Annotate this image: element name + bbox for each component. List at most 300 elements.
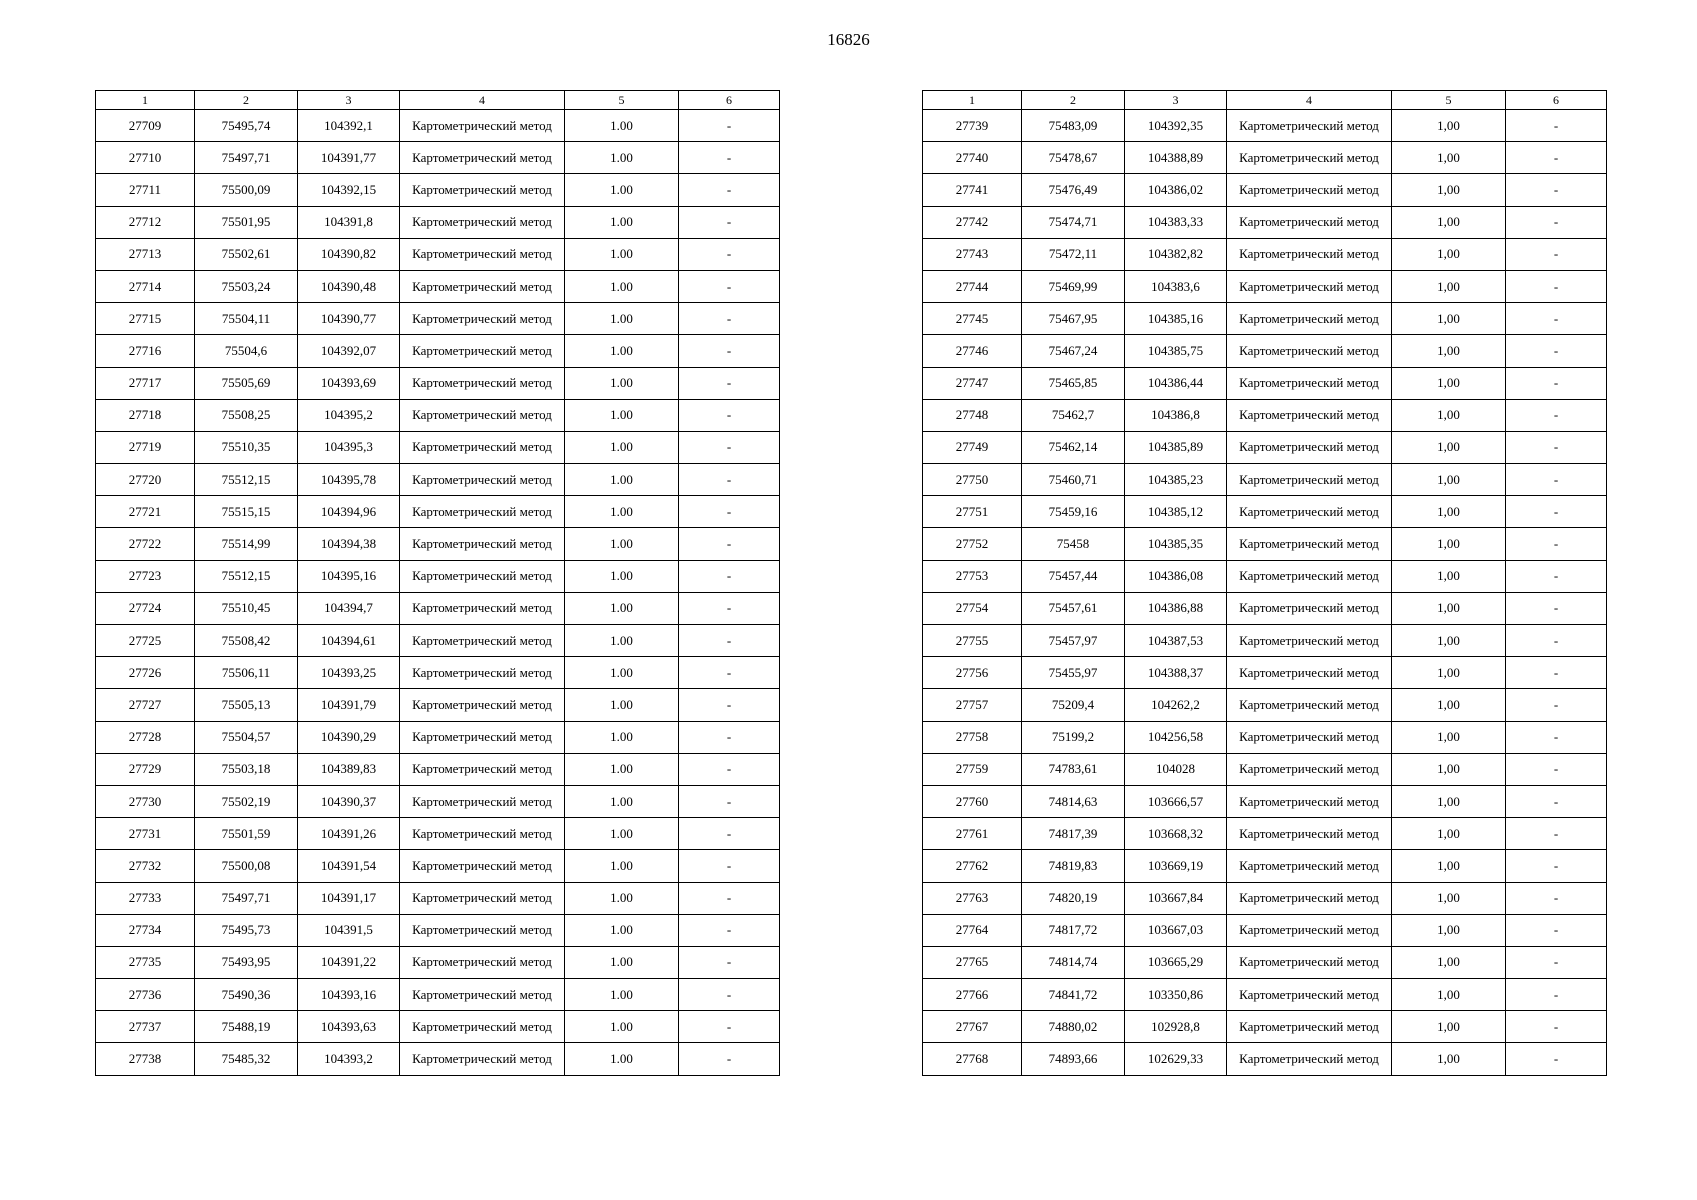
description-cell: - <box>1506 335 1607 367</box>
y-coordinate-cell: 104393,16 <box>298 979 400 1011</box>
description-cell: - <box>1506 110 1607 142</box>
method-cell: Картометрический метод <box>400 625 565 657</box>
point-number-cell: 27746 <box>923 335 1022 367</box>
accuracy-cell: 1.00 <box>565 399 679 431</box>
x-coordinate-cell: 75457,97 <box>1022 625 1125 657</box>
table-row <box>96 979 780 1011</box>
point-number-cell: 27750 <box>923 464 1022 496</box>
x-coordinate-cell: 75465,85 <box>1022 367 1125 399</box>
method-cell: Картометрический метод <box>1227 399 1392 431</box>
column-header: 2 <box>195 91 298 110</box>
column-header: 3 <box>298 91 400 110</box>
x-coordinate-cell: 75478,67 <box>1022 142 1125 174</box>
accuracy-cell: 1.00 <box>565 560 679 592</box>
x-coordinate-cell: 75504,6 <box>195 335 298 367</box>
accuracy-cell: 1.00 <box>565 464 679 496</box>
x-coordinate-cell: 75512,15 <box>195 560 298 592</box>
y-coordinate-cell: 104395,16 <box>298 560 400 592</box>
y-coordinate-cell: 104390,77 <box>298 303 400 335</box>
table-row <box>923 979 1607 1011</box>
method-cell: Картометрический метод <box>400 142 565 174</box>
method-cell: Картометрический метод <box>400 464 565 496</box>
y-coordinate-cell: 104391,22 <box>298 946 400 978</box>
accuracy-cell: 1,00 <box>1392 206 1506 238</box>
method-cell: Картометрический метод <box>1227 818 1392 850</box>
point-number-cell: 27721 <box>96 496 195 528</box>
accuracy-cell: 1.00 <box>565 657 679 689</box>
method-cell: Картометрический метод <box>1227 335 1392 367</box>
accuracy-cell: 1,00 <box>1392 431 1506 463</box>
method-cell: Картометрический метод <box>1227 431 1392 463</box>
y-coordinate-cell: 104392,07 <box>298 335 400 367</box>
table-row <box>96 914 780 946</box>
accuracy-cell: 1,00 <box>1392 1011 1506 1043</box>
point-number-cell: 27736 <box>96 979 195 1011</box>
accuracy-cell: 1.00 <box>565 979 679 1011</box>
method-cell: Картометрический метод <box>1227 496 1392 528</box>
x-coordinate-cell: 75514,99 <box>195 528 298 560</box>
y-coordinate-cell: 103668,32 <box>1125 818 1227 850</box>
point-number-cell: 27709 <box>96 110 195 142</box>
description-cell: - <box>679 1043 780 1075</box>
x-coordinate-cell: 74841,72 <box>1022 979 1125 1011</box>
point-number-cell: 27759 <box>923 753 1022 785</box>
method-cell: Картометрический метод <box>1227 689 1392 721</box>
method-cell: Картометрический метод <box>400 335 565 367</box>
description-cell: - <box>679 431 780 463</box>
x-coordinate-cell: 75459,16 <box>1022 496 1125 528</box>
description-cell: - <box>1506 689 1607 721</box>
y-coordinate-cell: 104383,33 <box>1125 206 1227 238</box>
method-cell: Картометрический метод <box>1227 206 1392 238</box>
description-cell: - <box>1506 785 1607 817</box>
x-coordinate-cell: 75502,61 <box>195 238 298 270</box>
table-row <box>923 592 1607 624</box>
column-header: 1 <box>96 91 195 110</box>
method-cell: Картометрический метод <box>400 238 565 270</box>
x-coordinate-cell: 75502,19 <box>195 785 298 817</box>
y-coordinate-cell: 104393,25 <box>298 657 400 689</box>
description-cell: - <box>679 625 780 657</box>
point-number-cell: 27752 <box>923 528 1022 560</box>
table-row <box>923 625 1607 657</box>
description-cell: - <box>679 979 780 1011</box>
x-coordinate-cell: 75508,25 <box>195 399 298 431</box>
accuracy-cell: 1.00 <box>565 238 679 270</box>
table-row <box>923 496 1607 528</box>
accuracy-cell: 1,00 <box>1392 560 1506 592</box>
method-cell: Картометрический метод <box>400 818 565 850</box>
description-cell: - <box>679 528 780 560</box>
y-coordinate-cell: 104391,8 <box>298 206 400 238</box>
method-cell: Картометрический метод <box>400 850 565 882</box>
y-coordinate-cell: 104391,54 <box>298 850 400 882</box>
method-cell: Картометрический метод <box>1227 592 1392 624</box>
description-cell: - <box>679 721 780 753</box>
point-number-cell: 27735 <box>96 946 195 978</box>
point-number-cell: 27738 <box>96 1043 195 1075</box>
description-cell: - <box>1506 142 1607 174</box>
point-number-cell: 27737 <box>96 1011 195 1043</box>
table-row <box>96 1043 780 1075</box>
y-coordinate-cell: 104386,44 <box>1125 367 1227 399</box>
point-number-cell: 27718 <box>96 399 195 431</box>
accuracy-cell: 1.00 <box>565 270 679 302</box>
x-coordinate-cell: 74893,66 <box>1022 1043 1125 1075</box>
table-row <box>96 464 780 496</box>
accuracy-cell: 1.00 <box>565 496 679 528</box>
x-coordinate-cell: 75457,61 <box>1022 592 1125 624</box>
x-coordinate-cell: 75455,97 <box>1022 657 1125 689</box>
description-cell: - <box>679 238 780 270</box>
point-number-cell: 27760 <box>923 785 1022 817</box>
point-number-cell: 27756 <box>923 657 1022 689</box>
table-row <box>96 238 780 270</box>
point-number-cell: 27723 <box>96 560 195 592</box>
table-row <box>96 625 780 657</box>
accuracy-cell: 1,00 <box>1392 367 1506 399</box>
point-number-cell: 27732 <box>96 850 195 882</box>
column-header: 4 <box>1227 91 1392 110</box>
x-coordinate-cell: 75497,71 <box>195 882 298 914</box>
table-row <box>923 431 1607 463</box>
accuracy-cell: 1,00 <box>1392 753 1506 785</box>
y-coordinate-cell: 104391,17 <box>298 882 400 914</box>
accuracy-cell: 1.00 <box>565 110 679 142</box>
accuracy-cell: 1.00 <box>565 946 679 978</box>
accuracy-cell: 1,00 <box>1392 142 1506 174</box>
method-cell: Картометрический метод <box>400 753 565 785</box>
method-cell: Картометрический метод <box>400 206 565 238</box>
description-cell: - <box>679 914 780 946</box>
x-coordinate-cell: 75500,09 <box>195 174 298 206</box>
table-row <box>923 689 1607 721</box>
y-coordinate-cell: 104394,96 <box>298 496 400 528</box>
accuracy-cell: 1,00 <box>1392 303 1506 335</box>
accuracy-cell: 1,00 <box>1392 174 1506 206</box>
table-row <box>923 367 1607 399</box>
point-number-cell: 27763 <box>923 882 1022 914</box>
x-coordinate-cell: 75515,15 <box>195 496 298 528</box>
x-coordinate-cell: 75503,18 <box>195 753 298 785</box>
accuracy-cell: 1.00 <box>565 1043 679 1075</box>
method-cell: Картометрический метод <box>1227 367 1392 399</box>
accuracy-cell: 1,00 <box>1392 496 1506 528</box>
x-coordinate-cell: 75504,11 <box>195 303 298 335</box>
point-number-cell: 27744 <box>923 270 1022 302</box>
x-coordinate-cell: 75457,44 <box>1022 560 1125 592</box>
y-coordinate-cell: 104256,58 <box>1125 721 1227 753</box>
method-cell: Картометрический метод <box>400 657 565 689</box>
description-cell: - <box>679 496 780 528</box>
description-cell: - <box>679 142 780 174</box>
point-number-cell: 27712 <box>96 206 195 238</box>
description-cell: - <box>679 270 780 302</box>
point-number-cell: 27748 <box>923 399 1022 431</box>
column-header: 1 <box>923 91 1022 110</box>
x-coordinate-cell: 75508,42 <box>195 625 298 657</box>
table-row <box>923 657 1607 689</box>
accuracy-cell: 1.00 <box>565 818 679 850</box>
point-number-cell: 27741 <box>923 174 1022 206</box>
x-coordinate-cell: 75490,36 <box>195 979 298 1011</box>
point-number-cell: 27745 <box>923 303 1022 335</box>
table-row <box>96 753 780 785</box>
method-cell: Картометрический метод <box>1227 979 1392 1011</box>
point-number-cell: 27733 <box>96 882 195 914</box>
description-cell: - <box>1506 753 1607 785</box>
column-header: 3 <box>1125 91 1227 110</box>
description-cell: - <box>679 110 780 142</box>
y-coordinate-cell: 104391,79 <box>298 689 400 721</box>
x-coordinate-cell: 75209,4 <box>1022 689 1125 721</box>
method-cell: Картометрический метод <box>400 914 565 946</box>
accuracy-cell: 1,00 <box>1392 270 1506 302</box>
x-coordinate-cell: 74814,63 <box>1022 785 1125 817</box>
table-row <box>96 335 780 367</box>
column-header: 5 <box>1392 91 1506 110</box>
description-cell: - <box>679 335 780 367</box>
y-coordinate-cell: 103665,29 <box>1125 946 1227 978</box>
x-coordinate-cell: 75467,95 <box>1022 303 1125 335</box>
accuracy-cell: 1.00 <box>565 367 679 399</box>
point-number-cell: 27719 <box>96 431 195 463</box>
description-cell: - <box>1506 464 1607 496</box>
description-cell: - <box>1506 496 1607 528</box>
table-row <box>96 657 780 689</box>
x-coordinate-cell: 75505,13 <box>195 689 298 721</box>
accuracy-cell: 1,00 <box>1392 592 1506 624</box>
description-cell: - <box>679 689 780 721</box>
description-cell: - <box>1506 367 1607 399</box>
point-number-cell: 27724 <box>96 592 195 624</box>
description-cell: - <box>1506 560 1607 592</box>
point-number-cell: 27758 <box>923 721 1022 753</box>
description-cell: - <box>1506 818 1607 850</box>
table-row <box>96 818 780 850</box>
accuracy-cell: 1,00 <box>1392 882 1506 914</box>
point-number-cell: 27727 <box>96 689 195 721</box>
point-number-cell: 27743 <box>923 238 1022 270</box>
point-number-cell: 27731 <box>96 818 195 850</box>
point-number-cell: 27715 <box>96 303 195 335</box>
accuracy-cell: 1.00 <box>565 303 679 335</box>
description-cell: - <box>679 882 780 914</box>
table-row <box>96 142 780 174</box>
y-coordinate-cell: 104392,15 <box>298 174 400 206</box>
description-cell: - <box>1506 850 1607 882</box>
table-row <box>923 399 1607 431</box>
description-cell: - <box>679 464 780 496</box>
table-row <box>923 785 1607 817</box>
description-cell: - <box>1506 206 1607 238</box>
table-row <box>923 753 1607 785</box>
description-cell: - <box>679 946 780 978</box>
method-cell: Картометрический метод <box>1227 238 1392 270</box>
accuracy-cell: 1,00 <box>1392 528 1506 560</box>
accuracy-cell: 1.00 <box>565 785 679 817</box>
description-cell: - <box>1506 1011 1607 1043</box>
accuracy-cell: 1,00 <box>1392 721 1506 753</box>
x-coordinate-cell: 74880,02 <box>1022 1011 1125 1043</box>
table-row <box>96 689 780 721</box>
y-coordinate-cell: 104262,2 <box>1125 689 1227 721</box>
accuracy-cell: 1,00 <box>1392 399 1506 431</box>
accuracy-cell: 1,00 <box>1392 110 1506 142</box>
y-coordinate-cell: 104028 <box>1125 753 1227 785</box>
accuracy-cell: 1.00 <box>565 914 679 946</box>
y-coordinate-cell: 104385,75 <box>1125 335 1227 367</box>
column-header: 2 <box>1022 91 1125 110</box>
method-cell: Картометрический метод <box>400 431 565 463</box>
description-cell: - <box>1506 174 1607 206</box>
accuracy-cell: 1.00 <box>565 431 679 463</box>
y-coordinate-cell: 103667,84 <box>1125 882 1227 914</box>
y-coordinate-cell: 104383,6 <box>1125 270 1227 302</box>
y-coordinate-cell: 104385,89 <box>1125 431 1227 463</box>
method-cell: Картометрический метод <box>1227 110 1392 142</box>
description-cell: - <box>679 592 780 624</box>
x-coordinate-cell: 75495,74 <box>195 110 298 142</box>
x-coordinate-cell: 75476,49 <box>1022 174 1125 206</box>
accuracy-cell: 1.00 <box>565 142 679 174</box>
accuracy-cell: 1,00 <box>1392 850 1506 882</box>
point-number-cell: 27728 <box>96 721 195 753</box>
method-cell: Картометрический метод <box>400 399 565 431</box>
table-row <box>923 174 1607 206</box>
accuracy-cell: 1,00 <box>1392 657 1506 689</box>
accuracy-cell: 1.00 <box>565 174 679 206</box>
method-cell: Картометрический метод <box>400 946 565 978</box>
y-coordinate-cell: 104392,35 <box>1125 110 1227 142</box>
method-cell: Картометрический метод <box>400 721 565 753</box>
page-number: 16826 <box>827 30 870 49</box>
x-coordinate-cell: 75460,71 <box>1022 464 1125 496</box>
y-coordinate-cell: 102928,8 <box>1125 1011 1227 1043</box>
accuracy-cell: 1,00 <box>1392 785 1506 817</box>
table-header-row <box>96 91 780 110</box>
table-row <box>923 818 1607 850</box>
method-cell: Картометрический метод <box>400 882 565 914</box>
method-cell: Картометрический метод <box>1227 464 1392 496</box>
table-row <box>96 270 780 302</box>
accuracy-cell: 1,00 <box>1392 625 1506 657</box>
accuracy-cell: 1.00 <box>565 625 679 657</box>
description-cell: - <box>679 785 780 817</box>
method-cell: Картометрический метод <box>1227 528 1392 560</box>
point-number-cell: 27757 <box>923 689 1022 721</box>
method-cell: Картометрический метод <box>400 979 565 1011</box>
table-row <box>923 270 1607 302</box>
table-row <box>96 850 780 882</box>
table-row <box>96 496 780 528</box>
description-cell: - <box>1506 979 1607 1011</box>
method-cell: Картометрический метод <box>1227 850 1392 882</box>
method-cell: Картометрический метод <box>400 110 565 142</box>
x-coordinate-cell: 75510,45 <box>195 592 298 624</box>
y-coordinate-cell: 104390,48 <box>298 270 400 302</box>
x-coordinate-cell: 75500,08 <box>195 850 298 882</box>
point-number-cell: 27713 <box>96 238 195 270</box>
description-cell: - <box>1506 303 1607 335</box>
x-coordinate-cell: 75504,57 <box>195 721 298 753</box>
accuracy-cell: 1.00 <box>565 592 679 624</box>
y-coordinate-cell: 104393,69 <box>298 367 400 399</box>
y-coordinate-cell: 104385,16 <box>1125 303 1227 335</box>
table-row <box>923 335 1607 367</box>
table-row <box>923 110 1607 142</box>
description-cell: - <box>679 657 780 689</box>
point-number-cell: 27768 <box>923 1043 1022 1075</box>
x-coordinate-cell: 74817,39 <box>1022 818 1125 850</box>
point-number-cell: 27734 <box>96 914 195 946</box>
method-cell: Картометрический метод <box>400 303 565 335</box>
right-coordinates-table <box>922 90 1607 1076</box>
description-cell: - <box>679 818 780 850</box>
x-coordinate-cell: 75501,59 <box>195 818 298 850</box>
column-header: 5 <box>565 91 679 110</box>
description-cell: - <box>1506 914 1607 946</box>
accuracy-cell: 1,00 <box>1392 979 1506 1011</box>
method-cell: Картометрический метод <box>1227 625 1392 657</box>
x-coordinate-cell: 74817,72 <box>1022 914 1125 946</box>
accuracy-cell: 1,00 <box>1392 689 1506 721</box>
table-row <box>923 464 1607 496</box>
table-row <box>96 399 780 431</box>
description-cell: - <box>1506 270 1607 302</box>
x-coordinate-cell: 75469,99 <box>1022 270 1125 302</box>
y-coordinate-cell: 104394,7 <box>298 592 400 624</box>
table-row <box>923 1011 1607 1043</box>
accuracy-cell: 1,00 <box>1392 464 1506 496</box>
table-row <box>96 946 780 978</box>
y-coordinate-cell: 104390,82 <box>298 238 400 270</box>
description-cell: - <box>1506 528 1607 560</box>
point-number-cell: 27742 <box>923 206 1022 238</box>
accuracy-cell: 1.00 <box>565 689 679 721</box>
accuracy-cell: 1.00 <box>565 206 679 238</box>
method-cell: Картометрический метод <box>400 560 565 592</box>
method-cell: Картометрический метод <box>1227 174 1392 206</box>
column-header: 4 <box>400 91 565 110</box>
y-coordinate-cell: 103667,03 <box>1125 914 1227 946</box>
y-coordinate-cell: 104388,89 <box>1125 142 1227 174</box>
y-coordinate-cell: 104387,53 <box>1125 625 1227 657</box>
y-coordinate-cell: 104391,77 <box>298 142 400 174</box>
description-cell: - <box>679 850 780 882</box>
table-row <box>96 303 780 335</box>
y-coordinate-cell: 104392,1 <box>298 110 400 142</box>
description-cell: - <box>1506 431 1607 463</box>
table-row <box>96 721 780 753</box>
method-cell: Картометрический метод <box>1227 1043 1392 1075</box>
x-coordinate-cell: 74814,74 <box>1022 946 1125 978</box>
x-coordinate-cell: 75503,24 <box>195 270 298 302</box>
table-row <box>923 882 1607 914</box>
table-row <box>96 174 780 206</box>
method-cell: Картометрический метод <box>1227 721 1392 753</box>
x-coordinate-cell: 74820,19 <box>1022 882 1125 914</box>
x-coordinate-cell: 75485,32 <box>195 1043 298 1075</box>
x-coordinate-cell: 74783,61 <box>1022 753 1125 785</box>
x-coordinate-cell: 75497,71 <box>195 142 298 174</box>
point-number-cell: 27751 <box>923 496 1022 528</box>
table-row <box>96 1011 780 1043</box>
point-number-cell: 27717 <box>96 367 195 399</box>
left-coordinates-table <box>95 90 780 1076</box>
table-row <box>923 914 1607 946</box>
table-row <box>96 110 780 142</box>
